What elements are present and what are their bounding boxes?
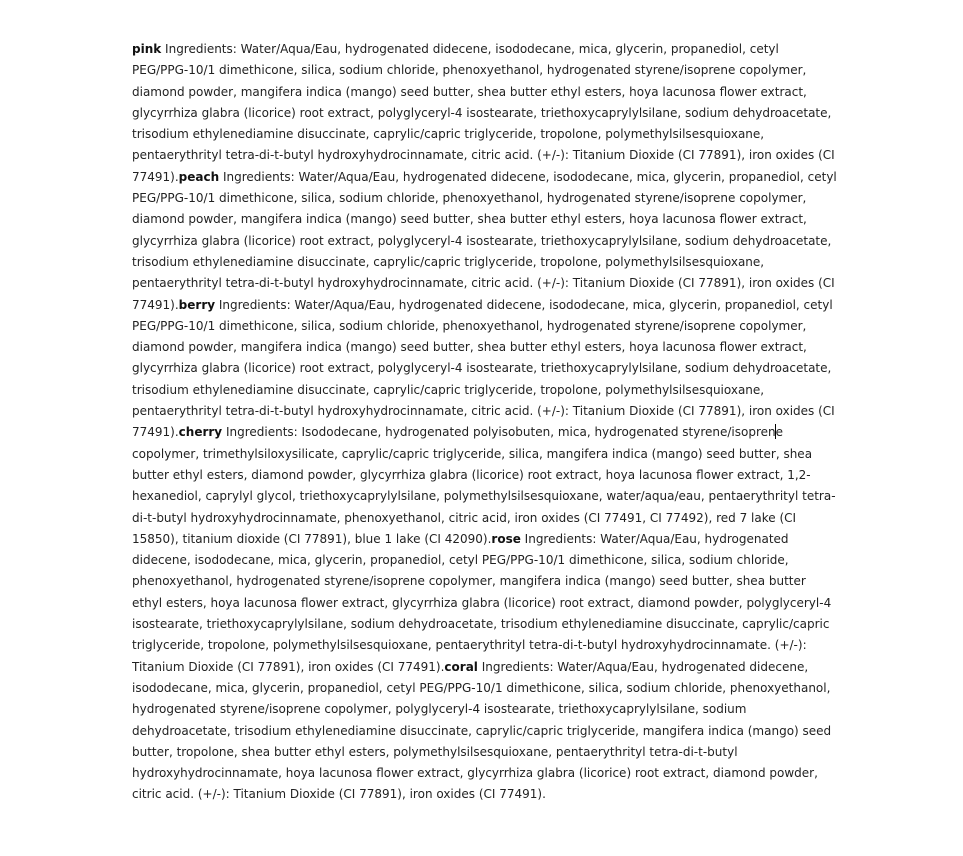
ingredients-rose: Ingredients: Water/Aqua/Eau, hydrogenated didecene, isododecane, mica, glycerin, propanediol, cetyl PEG/PPG-10/1 dimethicone, silica, sodium chloride, phenoxyethanol, hydrogenated styrene/isoprene copolymer, mangifera indica (mango) seed butter, shea butter ethyl esters, hoya lacunosa flower extract, glycyrrhiza glabra (licorice) root extract, diamond powder, polyglyceryl-4 isostearate, triethoxycaprylylsilane, sodium dehydroacetate, trisodium ethylenediamine disuccinate, caprylic/capric triglyceride, tropolone, polymethylsilsesquioxane, pentaerythrityl tetra-di-t-butyl hydroxyhydrocinnamate. (+/-): Titanium Dioxide (CI 77891), iron oxides (CI 77491).: [132, 531, 832, 674]
document-text-area[interactable]: [132, 39, 837, 816]
shade-name-pink: pink: [132, 42, 162, 56]
shade-name-cherry: cherry: [178, 425, 223, 440]
ingredients-coral: Ingredients: Water/Aqua/Eau, hydrogenated didecene, isododecane, mica, glycerin, propanediol, cetyl PEG/PPG-10/1 dimethicone, silica, sodium chloride, phenoxyethanol, hydrogenated styrene/isoprene copolymer, polyglyceryl-4 isostearate, triethoxycaprylylsilane, sodium dehydroacetate, trisodium ethylenediamine disuccinate, caprylic/capric triglyceride, mangifera indica (mango) seed butter, tropolone, shea butter ethyl esters, polymethylsilsesquioxane, pentaerythrityl tetra-di-t-butyl hydroxyhydrocinnamate, hoya lacunosa flower extract, glycyrrhiza glabra (licorice) root extract, diamond powder, citric acid. (+/-): Titanium Dioxide (CI 77891), iron oxides (CI 77491).: [132, 659, 832, 802]
shade-name-rose: rose: [491, 531, 521, 546]
ingredients-peach: Ingredients: Water/Aqua/Eau, hydrogenated didecene, isododecane, mica, glycerin, propanediol, cetyl PEG/PPG-10/1 dimethicone, silica, sodium chloride, phenoxyethanol, hydrogenated styrene/isoprene copolymer, diamond powder, mangifera indica (mango) seed butter, shea butter ethyl esters, hoya lacunosa flower extract, glycyrrhiza glabra (licorice) root extract, polyglyceryl-4 isostearate, triethoxycaprylylsilane, sodium dehydroacetate, trisodium ethylenediamine disuccinate, caprylic/capric triglyceride, tropolone, polymethylsilsesquioxane, pentaerythrityl tetra-di-t-butyl hydroxyhydrocinnamate, citric acid. (+/-): Titanium Dioxide (CI 77891), iron oxides (CI 77491).: [132, 169, 837, 312]
shade-name-peach: peach: [178, 169, 220, 184]
shade-name-berry: berry: [178, 297, 216, 312]
ingredients-paragraph[interactable]: [132, 39, 837, 806]
ingredients-cherry-part2: e copolymer, trimethylsiloxysilicate, caprylic/capric triglyceride, silica, mangifera indica (mango) seed butter, shea butter ethyl esters, diamond powder, glycyrrhiza glabra (licorice) root extract, hoya lacunosa flower extract, 1,2-hexanediol, caprylyl glycol, triethoxycaprylylsilane, polymethylsilsesquioxane, water/aqua/eau, pentaerythrityl tetra-di-t-butyl hydroxyhydrocinnamate, phenoxyethanol, citric acid, iron oxides (CI 77491, CI 77492), red 7 lake (CI 15850), titanium dioxide (CI 77891), blue 1 lake (CI 42090).: [132, 425, 836, 546]
shade-name-coral: coral: [444, 659, 478, 674]
ingredients-pink: Ingredients: Water/Aqua/Eau, hydrogenated didecene, isododecane, mica, glycerin, propanediol, cetyl PEG/PPG-10/1 dimethicone, silica, sodium chloride, phenoxyethanol, hydrogenated styrene/isoprene copolymer, diamond powder, mangifera indica (mango) seed butter, shea butter ethyl esters, hoya lacunosa flower extract, glycyrrhiza glabra (licorice) root extract, polyglyceryl-4 isostearate, triethoxycaprylylsilane, sodium dehydroacetate, trisodium ethylenediamine disuccinate, caprylic/capric triglyceride, tropolone, polymethylsilsesquioxane, pentaerythrityl tetra-di-t-butyl hydroxyhydrocinnamate, citric acid. (+/-): Titanium Dioxide (CI 77891), iron oxides (CI 77491).: [132, 42, 835, 184]
ingredients-berry: Ingredients: Water/Aqua/Eau, hydrogenated didecene, isododecane, mica, glycerin, propanediol, cetyl PEG/PPG-10/1 dimethicone, silica, sodium chloride, phenoxyethanol, hydrogenated styrene/isoprene copolymer, diamond powder, mangifera indica (mango) seed butter, shea butter ethyl esters, hoya lacunosa flower extract, glycyrrhiza glabra (licorice) root extract, polyglyceryl-4 isostearate, triethoxycaprylylsilane, sodium dehydroacetate, trisodium ethylenediamine disuccinate, caprylic/capric triglyceride, tropolone, polymethylsilsesquioxane, pentaerythrityl tetra-di-t-butyl hydroxyhydrocinnamate, citric acid. (+/-): Titanium Dioxide (CI 77891), iron oxides (CI 77491).: [132, 297, 835, 440]
ingredients-cherry-part1: Ingredients: Isododecane, hydrogenated polyisobuten, mica, hydrogenated styrene/isopren: [222, 425, 776, 440]
